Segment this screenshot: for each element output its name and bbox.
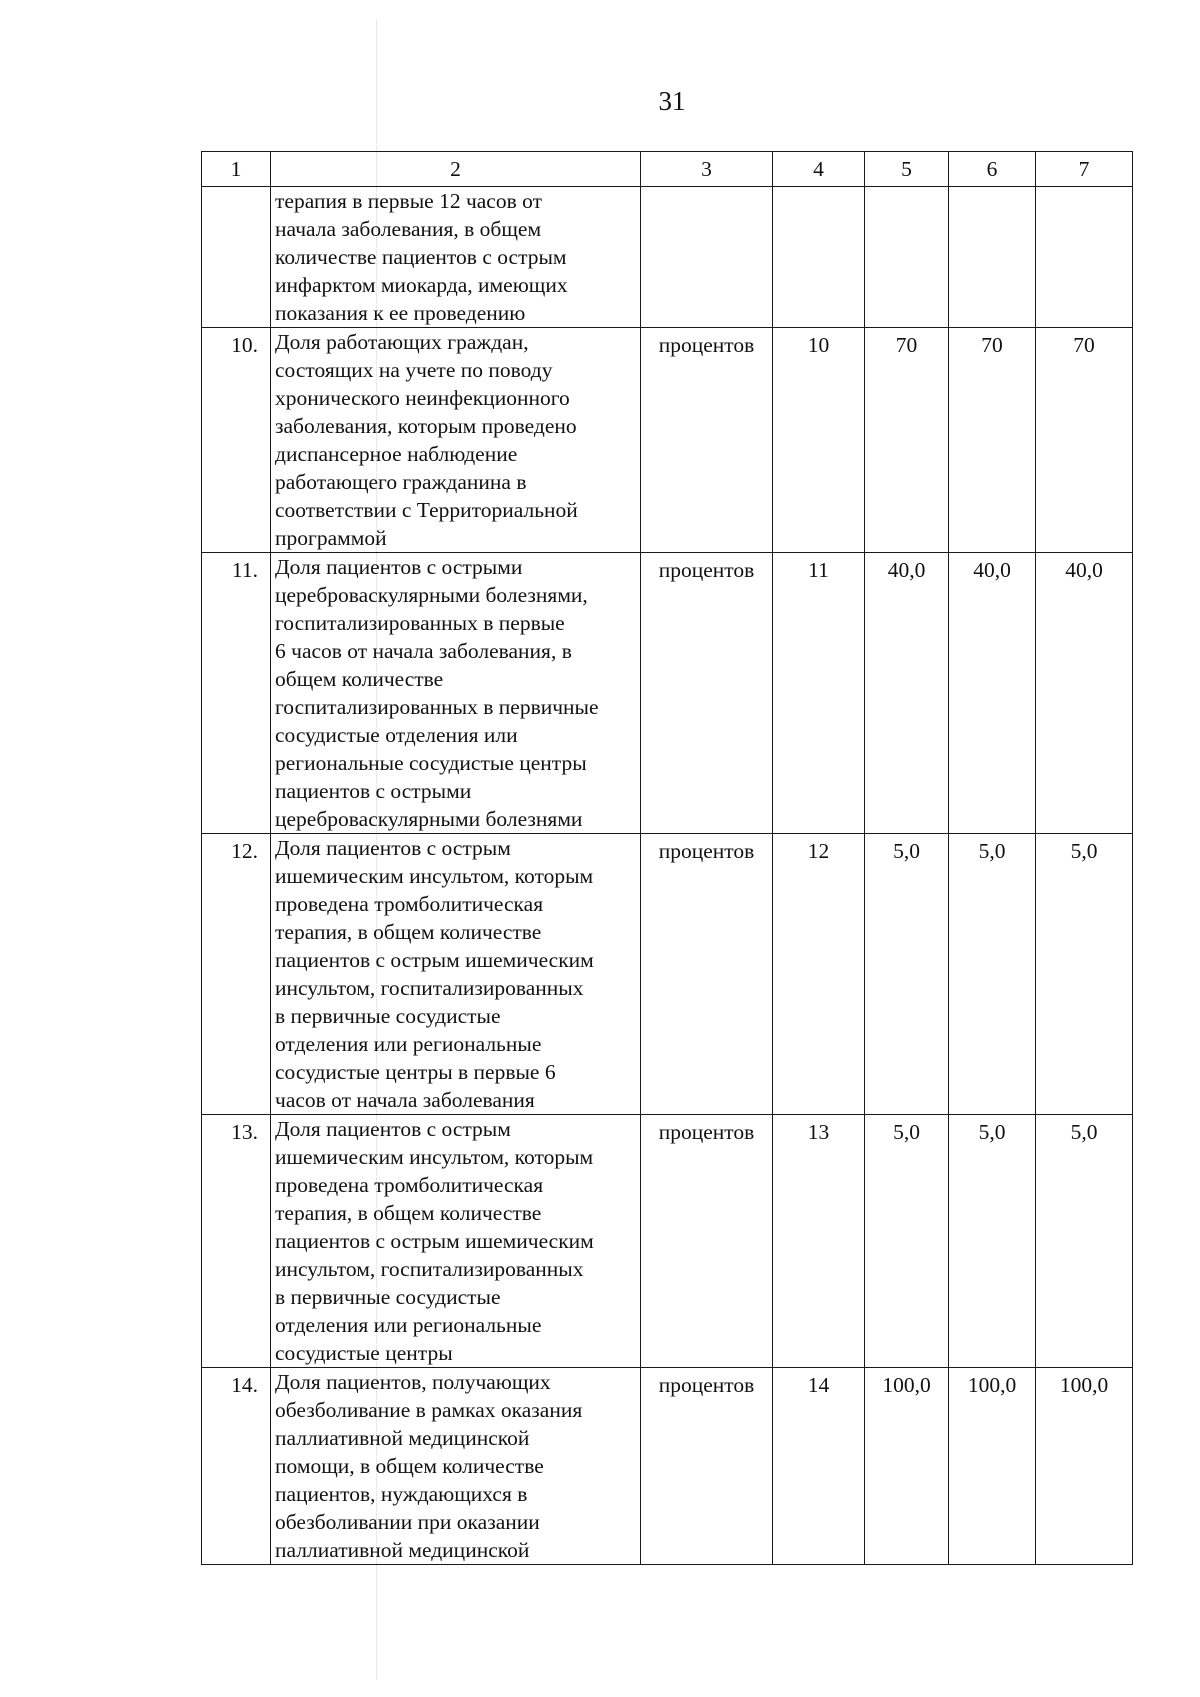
value-cell-col7: [1036, 187, 1133, 328]
indicator-name-line: хронического неинфекционного: [275, 386, 570, 410]
value-cell-col5: 40,0: [865, 553, 949, 834]
indicator-name-line: Доля пациентов, получающих: [275, 1370, 551, 1394]
indicator-name-cell: [271, 1368, 641, 1565]
indicator-name-line: проведена тромболитическая: [275, 892, 544, 916]
indicator-name-line: пациентов с острым ишемическим: [275, 1229, 594, 1253]
row-number-cell: 10.: [202, 328, 271, 553]
indicator-name-line: сосудистые отделения или: [275, 723, 518, 747]
table-row: [202, 553, 1133, 834]
table-row: [202, 1368, 1133, 1565]
indicator-name-line: цереброваскулярными болезнями: [275, 807, 583, 831]
indicator-name-line: показания к ее проведению: [275, 301, 526, 325]
table-row: [202, 834, 1133, 1115]
indicator-name-line: сосудистые центры: [275, 1341, 453, 1365]
value-cell-col6: 5,0: [949, 834, 1036, 1115]
value-cell-col5: 5,0: [865, 834, 949, 1115]
indicator-name-line: помощи, в общем количестве: [275, 1454, 544, 1478]
indicator-name-line: пациентов с острым ишемическим: [275, 948, 594, 972]
indicator-name-line: в первичные сосудистые: [275, 1004, 501, 1028]
indicator-name-line: 6 часов от начала заболевания, в: [275, 639, 572, 663]
unit-cell: процентов: [641, 1115, 773, 1368]
value-cell-col4: 14: [773, 1368, 865, 1565]
unit-cell: процентов: [641, 328, 773, 553]
indicator-name-line: госпитализированных в первичные: [275, 695, 599, 719]
indicator-name-line: в первичные сосудистые: [275, 1285, 501, 1309]
indicator-name-line: пациентов с острыми: [275, 779, 472, 803]
indicator-name-line: ишемическим инсультом, которым: [275, 1145, 594, 1169]
indicator-name-line: инсультом, госпитализированных: [275, 1257, 584, 1281]
indicator-name-line: отделения или региональные: [275, 1313, 542, 1337]
header-cell-7: 7: [1036, 152, 1133, 187]
table-row: [202, 328, 1133, 553]
table-body: [202, 152, 1133, 1565]
unit-cell: процентов: [641, 553, 773, 834]
value-cell-col6: 100,0: [949, 1368, 1036, 1565]
value-cell-col7: 70: [1036, 328, 1133, 553]
header-cell-4: 4: [773, 152, 865, 187]
value-cell-col7: 5,0: [1036, 1115, 1133, 1368]
indicator-name-line: паллиативной медицинской: [275, 1538, 530, 1562]
indicator-name-line: терапия, в общем количестве: [275, 1201, 542, 1225]
value-cell-col5: 70: [865, 328, 949, 553]
indicator-name-line: часов от начала заболевания: [275, 1088, 535, 1112]
unit-cell: [641, 187, 773, 328]
value-cell-col4: 10: [773, 328, 865, 553]
indicators-table: [201, 151, 1133, 1565]
value-cell-col6: 40,0: [949, 553, 1036, 834]
indicator-name-cell: [271, 187, 641, 328]
indicator-name-line: работающего гражданина в: [275, 470, 527, 494]
row-number-cell: 11.: [202, 553, 271, 834]
indicator-name-line: инфарктом миокарда, имеющих: [275, 273, 568, 297]
indicator-name-line: Доля пациентов с острым: [275, 836, 511, 860]
indicator-name-line: соответствии с Территориальной: [275, 498, 578, 522]
indicator-name-line: Доля работающих граждан,: [275, 330, 529, 354]
value-cell-col7: 40,0: [1036, 553, 1133, 834]
indicator-name-cell: [271, 328, 641, 553]
header-cell-3: 3: [641, 152, 773, 187]
indicator-name-line: количестве пациентов с острым: [275, 245, 567, 269]
indicator-name-line: обезболивании при оказании: [275, 1510, 540, 1534]
indicator-name-line: ишемическим инсультом, которым: [275, 864, 594, 888]
header-cell-5: 5: [865, 152, 949, 187]
value-cell-col4: [773, 187, 865, 328]
indicator-name-line: Доля пациентов с острым: [275, 1117, 511, 1141]
value-cell-col4: 11: [773, 553, 865, 834]
row-number-cell: [202, 187, 271, 328]
value-cell-col5: 100,0: [865, 1368, 949, 1565]
unit-cell: процентов: [641, 1368, 773, 1565]
indicator-name-line: инсультом, госпитализированных: [275, 976, 584, 1000]
indicator-name-line: общем количестве: [275, 667, 444, 691]
indicator-name-line: заболевания, которым проведено: [275, 414, 577, 438]
indicator-name-line: терапия в первые 12 часов от: [275, 189, 542, 213]
row-number-cell: 14.: [202, 1368, 271, 1565]
value-cell-col6: 5,0: [949, 1115, 1036, 1368]
indicator-name-line: проведена тромболитическая: [275, 1173, 544, 1197]
indicator-name-line: сосудистые центры в первые 6: [275, 1060, 556, 1084]
value-cell-col6: 70: [949, 328, 1036, 553]
indicator-name-line: обезболивание в рамках оказания: [275, 1398, 583, 1422]
indicator-name-line: региональные сосудистые центры: [275, 751, 587, 775]
indicator-name-line: паллиативной медицинской: [275, 1426, 530, 1450]
value-cell-col7: 5,0: [1036, 834, 1133, 1115]
table-row: [202, 187, 1133, 328]
value-cell-col5: [865, 187, 949, 328]
header-cell-6: 6: [949, 152, 1036, 187]
indicator-name-line: Доля пациентов с острыми: [275, 555, 523, 579]
page-number: 31: [658, 86, 686, 116]
indicator-name-line: цереброваскулярными болезнями,: [275, 583, 588, 607]
unit-cell: процентов: [641, 834, 773, 1115]
row-number-cell: 13.: [202, 1115, 271, 1368]
value-cell-col6: [949, 187, 1036, 328]
header-cell-2: 2: [271, 152, 641, 187]
value-cell-col5: 5,0: [865, 1115, 949, 1368]
indicator-name-line: начала заболевания, в общем: [275, 217, 542, 241]
indicator-name-line: состоящих на учете по поводу: [275, 358, 553, 382]
row-number-cell: 12.: [202, 834, 271, 1115]
header-cell-1: 1: [202, 152, 271, 187]
indicator-name-line: госпитализированных в первые: [275, 611, 565, 635]
indicator-name-line: программой: [275, 526, 387, 550]
indicator-name-line: терапия, в общем количестве: [275, 920, 542, 944]
value-cell-col4: 12: [773, 834, 865, 1115]
indicator-name-cell: [271, 1115, 641, 1368]
indicator-name-line: отделения или региональные: [275, 1032, 542, 1056]
indicator-name-line: пациентов, нуждающихся в: [275, 1482, 528, 1506]
indicator-name-cell: [271, 834, 641, 1115]
table-header-row: [202, 152, 1133, 187]
indicator-name-cell: [271, 553, 641, 834]
value-cell-col7: 100,0: [1036, 1368, 1133, 1565]
indicator-name-line: диспансерное наблюдение: [275, 442, 518, 466]
table-row: [202, 1115, 1133, 1368]
value-cell-col4: 13: [773, 1115, 865, 1368]
